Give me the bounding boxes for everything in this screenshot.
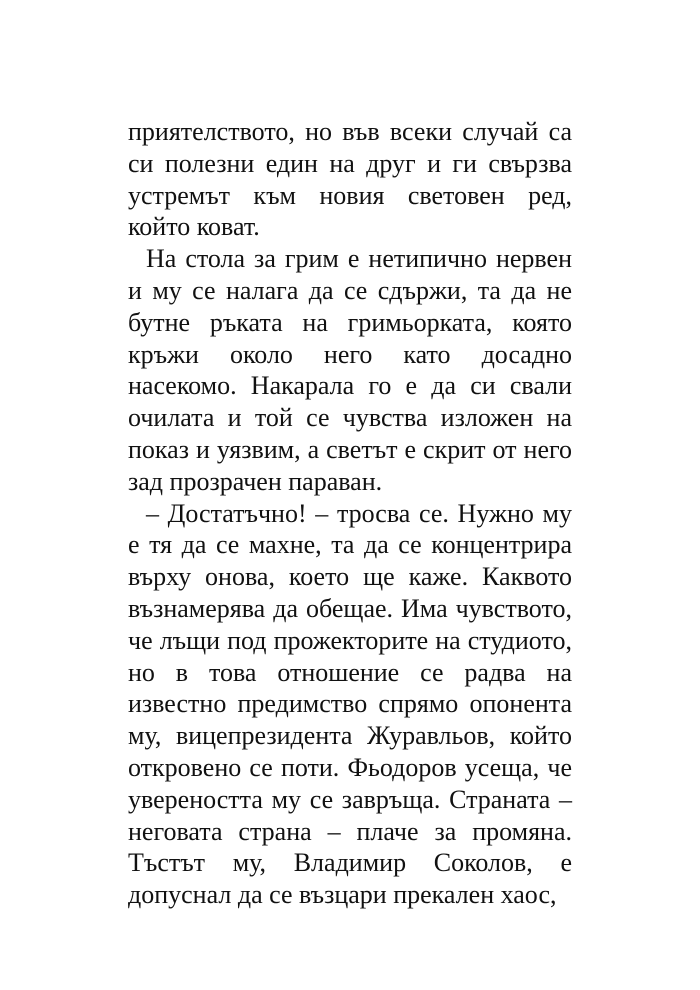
paragraph-continuation: приятелството, но във всеки случай са си полезни един на друг и ги свързва устремът към новия световен ред, който коват.	[128, 117, 572, 242]
page-body	[128, 116, 572, 911]
paragraph-dialogue: – Достатъчно! – тросва се. Нужно му е тя да се махне, та да се концентрира върху онова, което ще каже. Каквото възнамерява да обещае. Има чувството, че лъщи под прожекторите на студиото, но в това отношение се радва на известно предимство спрямо опонента му, вицепрезидента Журавльов, който откровено се поти. Фьодоров усеща, че увереността му се завръща. Страната – неговата страна – плаче за промяна. Тъстът му, Владимир Соколов, е допуснал да се възцари прекален хаос,	[128, 498, 572, 910]
paragraph-makeup-chair: На стола за грим е нетипично нервен и му се налага да се сдържи, та да не бутне ръката на гримьорката, която кръжи около него като досадно насекомо. Накарала го е да си свали очилата и той се чувства изложен на показ и уязвим, а светът е скрит от него зад прозрачен параван.	[128, 244, 572, 496]
